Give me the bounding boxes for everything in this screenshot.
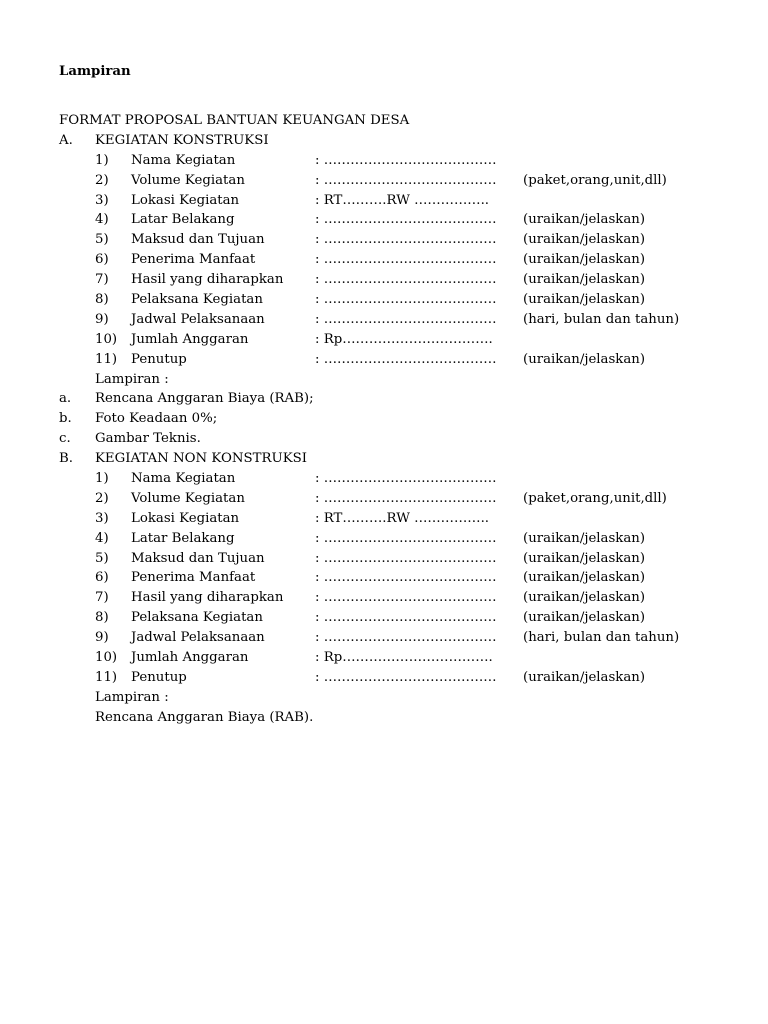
item-field: : ………………………………… xyxy=(315,152,497,168)
section-a-attachments-label-line xyxy=(59,370,759,390)
item-field: : Rp……………………………. xyxy=(315,650,493,666)
item-number: 11) xyxy=(95,669,118,685)
item-field: : ………………………………… xyxy=(315,630,497,646)
item-label: Volume Kegiatan xyxy=(131,172,245,188)
item-label: Jadwal Pelaksanaan xyxy=(131,630,265,646)
item-note: (uraikan/jelaskan) xyxy=(523,530,646,546)
item-label: Jumlah Anggaran xyxy=(131,331,249,347)
item-note: (hari, bulan dan tahun) xyxy=(523,311,680,327)
item-field: : RT……….RW …………….. xyxy=(315,192,490,208)
item-label: Volume Kegiatan xyxy=(131,490,245,506)
form-item xyxy=(59,489,759,509)
section-b-attachment-line xyxy=(59,708,759,728)
item-note: (uraikan/jelaskan) xyxy=(523,351,646,367)
section-a-header xyxy=(59,131,759,151)
document-title: FORMAT PROPOSAL BANTUAN KEUANGAN DESA xyxy=(59,113,410,128)
attachment-text: Gambar Teknis. xyxy=(95,431,201,447)
attachment-letter: a. xyxy=(59,391,72,407)
item-number: 8) xyxy=(95,292,109,308)
form-item xyxy=(59,191,759,211)
item-field: : ………………………………… xyxy=(315,490,497,506)
section-a-items xyxy=(59,151,759,370)
attachment-heading: Lampiran xyxy=(59,64,131,79)
item-field: : ………………………………… xyxy=(315,172,497,188)
form-item xyxy=(59,171,759,191)
item-label: Hasil yang diharapkan xyxy=(131,590,284,606)
section-b-items xyxy=(59,469,759,688)
item-field: : Rp……………………………. xyxy=(315,331,493,347)
attachments-label: Lampiran : xyxy=(95,689,169,705)
item-note: (uraikan/jelaskan) xyxy=(523,212,646,228)
item-number: 5) xyxy=(95,550,109,566)
form-item xyxy=(59,608,759,628)
item-note: (uraikan/jelaskan) xyxy=(523,590,646,606)
attachment-text: Rencana Anggaran Biaya (RAB). xyxy=(95,709,314,725)
form-item xyxy=(59,290,759,310)
attachment-item xyxy=(59,409,759,429)
section-b-header xyxy=(59,449,759,469)
item-label: Nama Kegiatan xyxy=(131,152,236,168)
item-number: 4) xyxy=(95,212,109,228)
item-label: Jadwal Pelaksanaan xyxy=(131,311,265,327)
attachment-text: Foto Keadaan 0%; xyxy=(95,411,218,427)
item-label: Penerima Manfaat xyxy=(131,570,256,586)
item-note: (uraikan/jelaskan) xyxy=(523,252,646,268)
item-field: : ………………………………… xyxy=(315,252,497,268)
item-field: : ………………………………… xyxy=(315,550,497,566)
item-note: (paket,orang,unit,dll) xyxy=(523,490,667,506)
form-item xyxy=(59,210,759,230)
item-number: 3) xyxy=(95,510,109,526)
item-field: : ………………………………… xyxy=(315,610,497,626)
item-number: 2) xyxy=(95,172,109,188)
form-item xyxy=(59,588,759,608)
form-item xyxy=(59,350,759,370)
item-note: (uraikan/jelaskan) xyxy=(523,570,646,586)
item-note: (uraikan/jelaskan) xyxy=(523,550,646,566)
item-note: (uraikan/jelaskan) xyxy=(523,272,646,288)
form-item xyxy=(59,648,759,668)
item-label: Lokasi Kegiatan xyxy=(131,192,240,208)
item-number: 10) xyxy=(95,331,118,347)
document-title-line xyxy=(59,111,759,131)
item-label: Latar Belakang xyxy=(131,530,235,546)
item-label: Penutup xyxy=(131,669,187,685)
item-label: Hasil yang diharapkan xyxy=(131,272,284,288)
item-number: 9) xyxy=(95,311,109,327)
form-item xyxy=(59,628,759,648)
form-item xyxy=(59,529,759,549)
item-label: Penutup xyxy=(131,351,187,367)
form-item xyxy=(59,250,759,270)
item-note: (uraikan/jelaskan) xyxy=(523,232,646,248)
form-item xyxy=(59,568,759,588)
item-field: : ………………………………… xyxy=(315,272,497,288)
item-number: 7) xyxy=(95,272,109,288)
item-field: : ………………………………… xyxy=(315,590,497,606)
section-b-attachments-label-line xyxy=(59,688,759,708)
form-item xyxy=(59,230,759,250)
section-a-letter: A. xyxy=(59,132,73,148)
section-b-title: KEGIATAN NON KONSTRUKSI xyxy=(95,451,307,467)
item-field: : ………………………………… xyxy=(315,292,497,308)
section-b-letter: B. xyxy=(59,451,73,467)
form-item xyxy=(59,151,759,171)
section-a-title: KEGIATAN KONSTRUKSI xyxy=(95,132,269,148)
document-body xyxy=(59,111,759,728)
item-number: 7) xyxy=(95,590,109,606)
item-note: (uraikan/jelaskan) xyxy=(523,610,646,626)
item-number: 8) xyxy=(95,610,109,626)
item-note: (hari, bulan dan tahun) xyxy=(523,630,680,646)
attachments-label: Lampiran : xyxy=(95,371,169,387)
item-field: : ………………………………… xyxy=(315,669,497,685)
item-note: (paket,orang,unit,dll) xyxy=(523,172,667,188)
form-item xyxy=(59,509,759,529)
item-field: : ………………………………… xyxy=(315,311,497,327)
item-field: : ………………………………… xyxy=(315,232,497,248)
item-number: 6) xyxy=(95,252,109,268)
attachment-text: Rencana Anggaran Biaya (RAB); xyxy=(95,391,314,407)
item-number: 11) xyxy=(95,351,118,367)
item-number: 6) xyxy=(95,570,109,586)
item-number: 4) xyxy=(95,530,109,546)
item-number: 1) xyxy=(95,471,109,487)
item-label: Penerima Manfaat xyxy=(131,252,256,268)
form-item xyxy=(59,668,759,688)
form-item xyxy=(59,469,759,489)
item-label: Jumlah Anggaran xyxy=(131,650,249,666)
form-item xyxy=(59,330,759,350)
item-field: : ………………………………… xyxy=(315,530,497,546)
attachment-letter: c. xyxy=(59,431,71,447)
item-number: 1) xyxy=(95,152,109,168)
item-number: 10) xyxy=(95,650,118,666)
item-label: Pelaksana Kegiatan xyxy=(131,610,263,626)
item-field: : ………………………………… xyxy=(315,351,497,367)
item-number: 5) xyxy=(95,232,109,248)
attachment-letter: b. xyxy=(59,411,72,427)
attachment-item xyxy=(59,429,759,449)
item-label: Latar Belakang xyxy=(131,212,235,228)
item-label: Maksud dan Tujuan xyxy=(131,550,265,566)
attachment-item xyxy=(59,389,759,409)
item-label: Maksud dan Tujuan xyxy=(131,232,265,248)
item-number: 9) xyxy=(95,630,109,646)
item-label: Lokasi Kegiatan xyxy=(131,510,240,526)
item-field: : RT……….RW …………….. xyxy=(315,510,490,526)
item-note: (uraikan/jelaskan) xyxy=(523,292,646,308)
item-field: : ………………………………… xyxy=(315,212,497,228)
item-number: 3) xyxy=(95,192,109,208)
form-item xyxy=(59,310,759,330)
item-note: (uraikan/jelaskan) xyxy=(523,669,646,685)
form-item xyxy=(59,270,759,290)
item-label: Nama Kegiatan xyxy=(131,471,236,487)
form-item xyxy=(59,549,759,569)
item-number: 2) xyxy=(95,490,109,506)
item-field: : ………………………………… xyxy=(315,570,497,586)
item-field: : ………………………………… xyxy=(315,471,497,487)
item-label: Pelaksana Kegiatan xyxy=(131,292,263,308)
